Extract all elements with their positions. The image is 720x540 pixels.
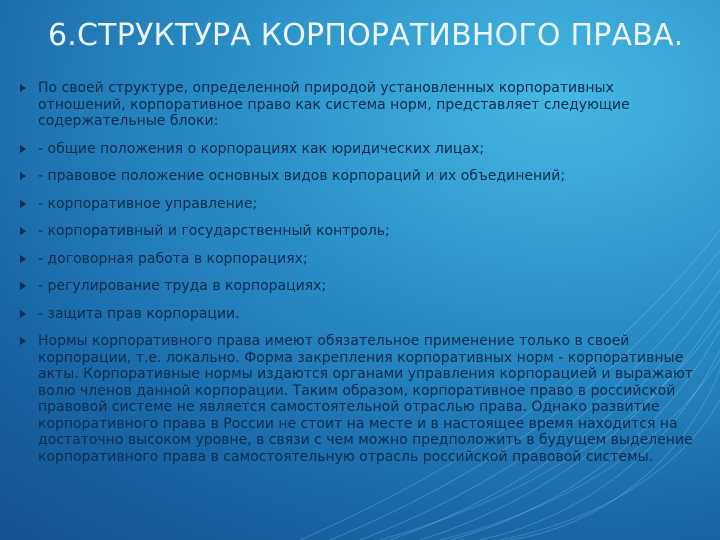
chevron-bullet-icon: [20, 227, 26, 235]
list-item: [20, 251, 696, 268]
list-item-text: - договорная работа в корпорациях;: [38, 250, 308, 267]
chevron-bullet-icon: [20, 337, 26, 345]
list-item-text: - корпоративное управление;: [38, 195, 258, 212]
list-item: [20, 333, 696, 465]
list-item-text: - корпоративный и государственный контроль;: [38, 223, 390, 239]
list-item: [20, 141, 696, 158]
bullet-list: [20, 80, 696, 476]
list-item-text: По своей структуре, определенной природой установленных корпоративных отношений, корпоративное право как система норм, представляет следующие содержательные блоки:: [38, 80, 630, 129]
chevron-bullet-icon: [20, 172, 26, 180]
list-item: [20, 223, 696, 240]
list-item-text: - общие положения о корпорациях как юридических лицах;: [38, 140, 485, 157]
chevron-bullet-icon: [20, 255, 26, 263]
chevron-bullet-icon: [20, 310, 26, 318]
slide-title: 6.СТРУКТУРА КОРПОРАТИВНОГО ПРАВА.: [48, 18, 684, 53]
list-item: [20, 278, 696, 295]
chevron-bullet-icon: [20, 282, 26, 290]
list-item: [20, 196, 696, 213]
chevron-bullet-icon: [20, 84, 26, 92]
chevron-bullet-icon: [20, 200, 26, 208]
list-item-text: - правовое положение основных видов корпораций и их объединений;: [38, 168, 566, 184]
list-item: [20, 80, 696, 130]
list-item-text: - регулирование труда в корпорациях;: [38, 278, 327, 294]
list-item-text: Нормы корпоративного права имеют обязательное применение только в своей корпорации, т.е. локально. Форма закрепления корпоративных норм - корпоративные акты. Корпоративные нормы издаются органами управления корпорацией и выражают волю членов данной корпорации. Таким образом, корпоративное право в российской правовой системе не является самостоятельной отраслью права. Однако развитие корпоративного права в России не стоит на месте и в настоящее время находится на достаточно высоком уровне, в связи с чем можно предположить в будущем выделение корпоративного права в самостоятельную отрасль российской правовой системы.: [38, 333, 693, 465]
chevron-bullet-icon: [20, 145, 26, 153]
list-item-text: - защита прав корпорации.: [38, 305, 240, 322]
list-item: [20, 168, 696, 185]
list-item: [20, 306, 696, 323]
